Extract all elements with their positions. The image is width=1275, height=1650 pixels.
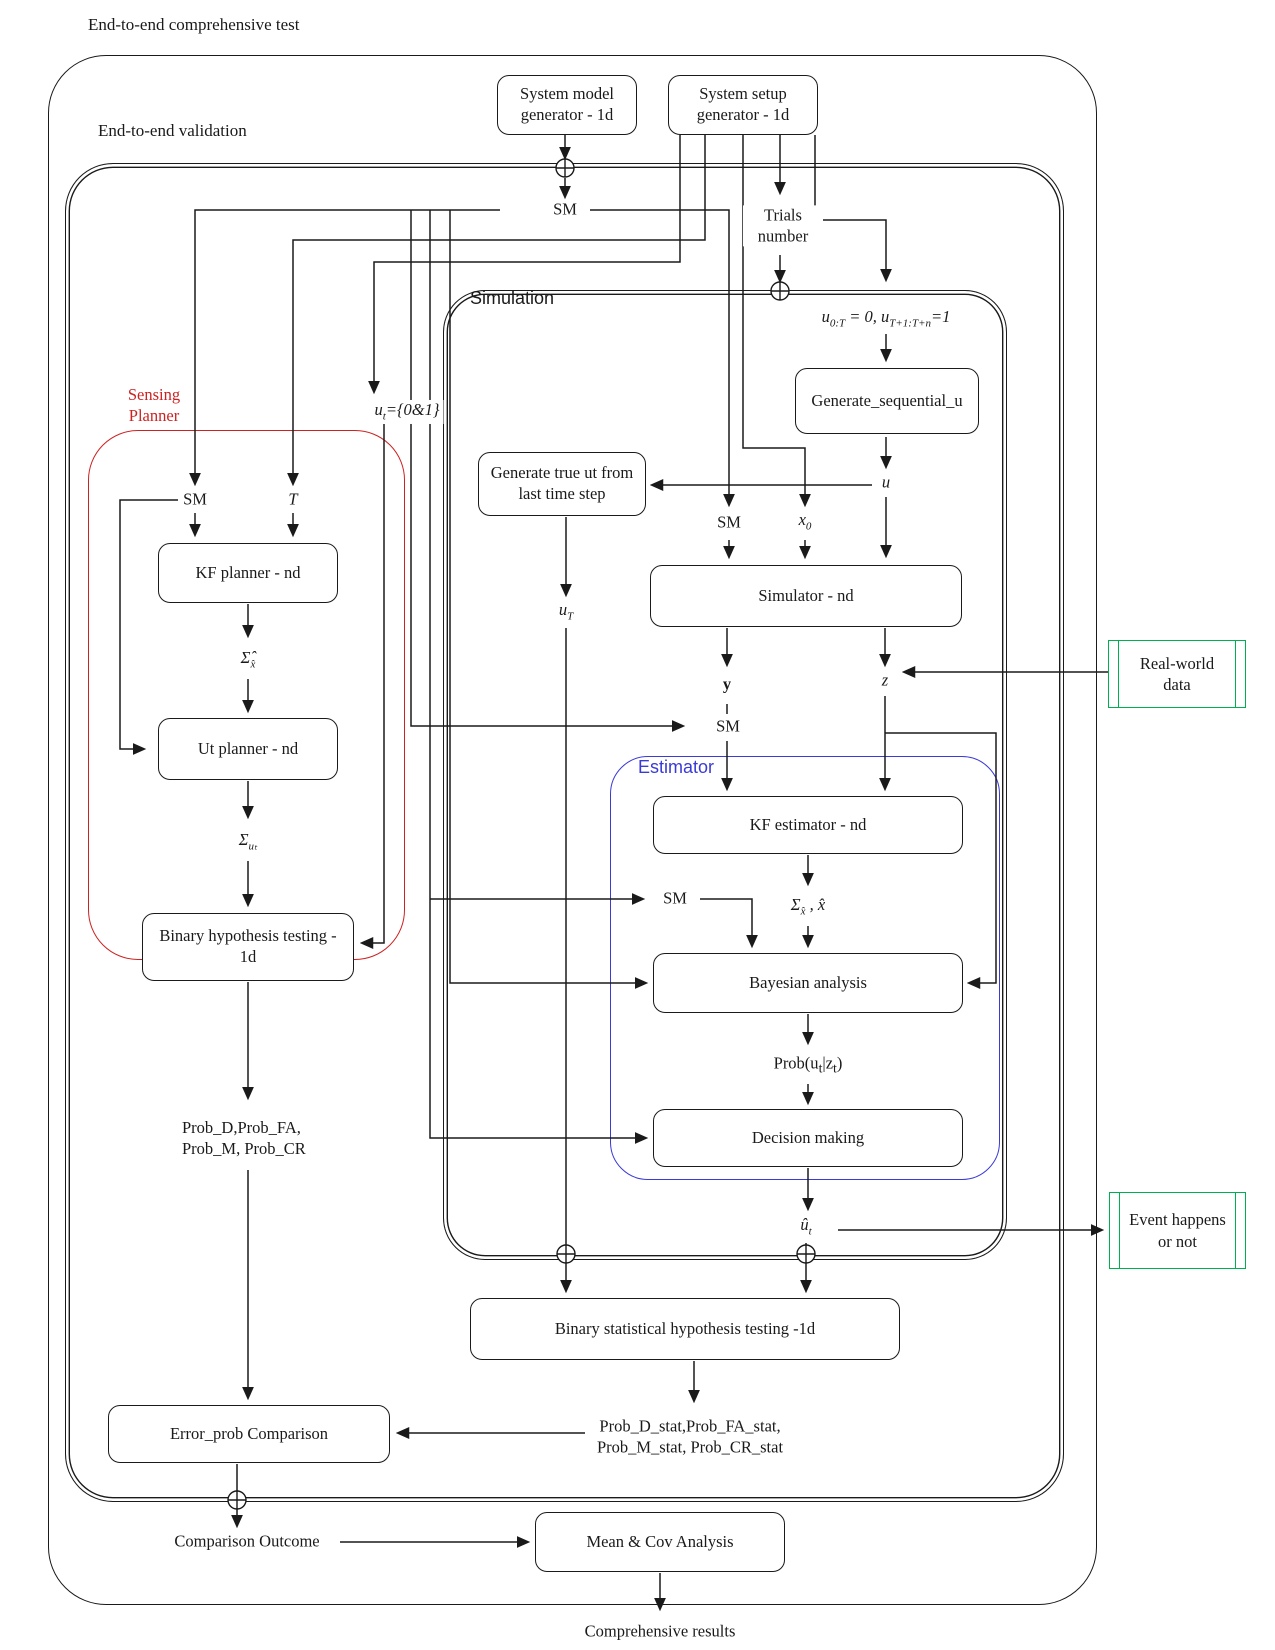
label-sm-bayes: SM: [659, 889, 691, 910]
connector-line: [374, 135, 680, 392]
boundary-crossing-icon: [228, 1491, 246, 1509]
node-label: Mean & Cov Analysis: [586, 1531, 734, 1551]
node-generate-true-ut: [478, 452, 646, 516]
label-ut-01: $u_t=\{0\&1\}$: [371, 400, 444, 424]
boundary-crossing-icon: [771, 282, 789, 300]
node-decision-making: [653, 1109, 963, 1167]
label-prob-u-z: $Prob(u_t|z_t)$: [770, 1053, 847, 1076]
label-sigma-ut: $\Sigma_{u_t}$: [235, 830, 262, 854]
label-prob-stat-line2: Prob_M_stat, Prob_CR_stat: [596, 1437, 784, 1456]
node-label: Ut planner - nd: [197, 738, 299, 758]
label-sm-main: SM: [549, 200, 581, 221]
label-sm-estimator: SM: [712, 717, 744, 738]
boundary-crossing-icon: [797, 1245, 815, 1263]
estimator-label: Estimator: [638, 757, 715, 777]
validation-label: End-to-end validation: [94, 120, 251, 141]
connector-line: [430, 210, 646, 1138]
node-system-setup-generator: [668, 75, 818, 135]
label-prob-stat: [593, 1416, 787, 1457]
connector-line: [815, 135, 886, 280]
node-generate-sequential-u: [795, 368, 979, 434]
connector-line: [120, 500, 178, 749]
label-z: z: [878, 671, 892, 692]
node-error-prob-comparison: [108, 1405, 390, 1463]
label-sm-simulator: SM: [713, 513, 745, 534]
connector-lines: [120, 135, 1108, 1609]
node-system-model-generator: [497, 75, 637, 135]
node-bayesian-analysis: [653, 953, 963, 1013]
label-u: u: [878, 473, 894, 494]
node-label: Real-world data: [1139, 653, 1215, 694]
node-event-happens-or-not: [1109, 1192, 1246, 1269]
node-label: Generate true ut from last time step: [490, 463, 634, 503]
node-label: Generate_sequential_u: [811, 390, 963, 410]
label-sigma-hat-x: $\Sigmâ_{x̂}$: [237, 648, 260, 672]
node-label: Simulator - nd: [758, 585, 854, 605]
label-prob-planner: [178, 1118, 310, 1159]
connector-line: [700, 899, 752, 946]
label-prob-planner-line2: Prob_M, Prob_CR: [182, 1138, 306, 1158]
label-sigma-x-xhat: $\Sigma_{x̂}$ , x̂: [787, 895, 829, 919]
connector-line: [885, 733, 996, 983]
diagram-title: End-to-end comprehensive test: [84, 14, 304, 35]
node-label: Decision making: [751, 1127, 865, 1147]
label-prob-planner-line1: Prob_D,Prob_FA,: [182, 1118, 301, 1137]
node-binary-statistical-testing: [470, 1298, 900, 1360]
connector-line: [293, 135, 705, 484]
node-real-world-data: [1108, 640, 1246, 708]
node-label: KF estimator - nd: [749, 814, 867, 834]
label-t-planner: T: [284, 490, 301, 511]
node-label: System model generator - 1d: [520, 84, 614, 124]
label-y: y: [719, 675, 735, 696]
connector-line: [362, 424, 384, 943]
label-u-T: $u_T$: [555, 600, 577, 624]
node-label: Binary statistical hypothesis testing -1d: [554, 1318, 816, 1338]
node-label: Event happens or not: [1129, 1210, 1226, 1251]
node-label: KF planner - nd: [195, 562, 301, 582]
label-trials-number: Trials number: [743, 205, 823, 246]
label-comparison-outcome: Comparison Outcome: [170, 1532, 323, 1553]
node-binary-hypothesis-testing: [142, 913, 354, 981]
node-ut-planner: [158, 718, 338, 780]
boundary-crossing-icon: [556, 159, 574, 177]
label-x0: $x_0$: [795, 510, 816, 534]
node-label: Bayesian analysis: [749, 972, 867, 992]
label-prob-stat-line1: Prob_D_stat,Prob_FA_stat,: [599, 1416, 781, 1436]
sensing-planner-label: Sensing Planner: [127, 385, 181, 425]
connector-line: [195, 210, 500, 484]
node-label: Error_prob Comparison: [169, 1423, 329, 1443]
connector-line: [743, 135, 805, 505]
node-mean-cov-analysis: [535, 1512, 785, 1572]
label-u-hat: $û_t$: [796, 1215, 815, 1239]
label-u-sequence: $u_{0:T} = 0$, $u_{T+1:T+n}=1$: [818, 307, 955, 331]
connector-line: [450, 210, 646, 983]
node-simulator: [650, 565, 962, 627]
label-sm-planner: SM: [179, 490, 211, 511]
node-kf-estimator: [653, 796, 963, 854]
node-kf-planner: [158, 543, 338, 603]
label-comprehensive-results: Comprehensive results: [581, 1622, 740, 1643]
node-label: Binary hypothesis testing - 1d: [159, 926, 337, 966]
simulation-label: Simulation: [470, 288, 555, 308]
node-label: System setup generator - 1d: [696, 84, 790, 124]
boundary-crossing-icon: [557, 1245, 575, 1263]
